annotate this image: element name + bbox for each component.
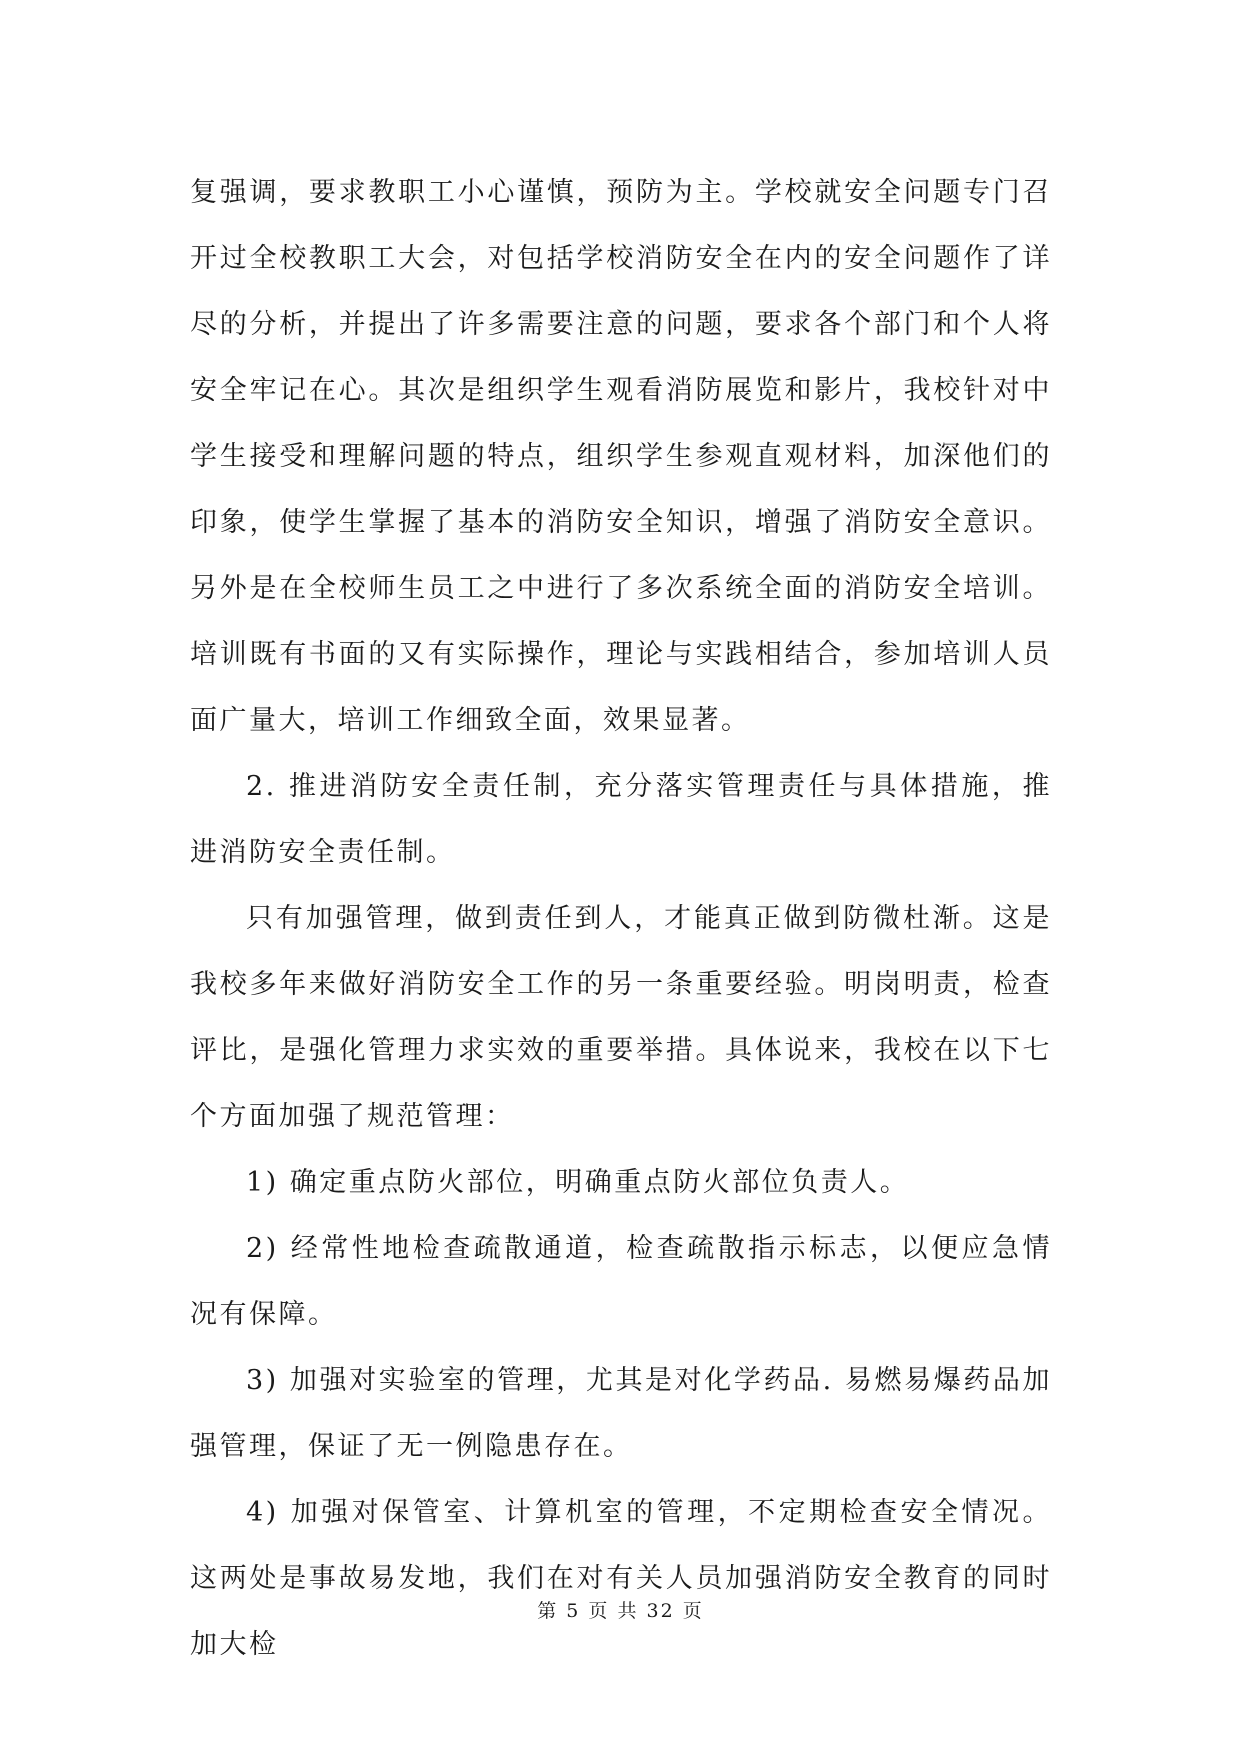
list-item-4: 4) 加强对保管室、计算机室的管理，不定期检查安全情况。这两处是事故易发地，我们在对有关人员加强消防安全教育的同时加大检: [190, 1497, 1052, 1660]
page-number-footer: 第 5 页 共 32 页: [537, 1600, 704, 1622]
document-body: [190, 160, 1052, 1678]
paragraph-management: 只有加强管理，做到责任到人，才能真正做到防微杜渐。这是我校多年来做好消防安全工作的另一条重要经验。明岗明责，检查评比，是强化管理力求实效的重要举措。具体说来，我校在以下七个方面加强了规范管理：: [190, 903, 1052, 1132]
paragraph-section-2-heading: 2. 推进消防安全责任制，充分落实管理责任与具体措施，推进消防安全责任制。: [190, 771, 1052, 868]
list-item-1: 1) 确定重点防火部位，明确重点防火部位负责人。: [246, 1167, 910, 1198]
list-item-2: 2) 经常性地检查疏散通道，检查疏散指示标志，以便应急情况有保障。: [190, 1233, 1052, 1330]
paragraph-continuation: 复强调，要求教职工小心谨慎，预防为主。学校就安全问题专门召开过全校教职工大会，对包括学校消防安全在内的安全问题作了详尽的分析，并提出了许多需要注意的问题，要求各个部门和个人将安全牢记在心。其次是组织学生观看消防展览和影片，我校针对中学生接受和理解问题的特点，组织学生参观直观材料，加深他们的印象，使学生掌握了基本的消防安全知识，增强了消防安全意识。另外是在全校师生员工之中进行了多次系统全面的消防安全培训。培训既有书面的又有实际操作，理论与实践相结合，参加培训人员面广量大，培训工作细致全面，效果显著。: [190, 177, 1052, 736]
list-item-3: 3) 加强对实验室的管理，尤其是对化学药品. 易燃易爆药品加强管理，保证了无一例隐患存在。: [190, 1365, 1052, 1462]
